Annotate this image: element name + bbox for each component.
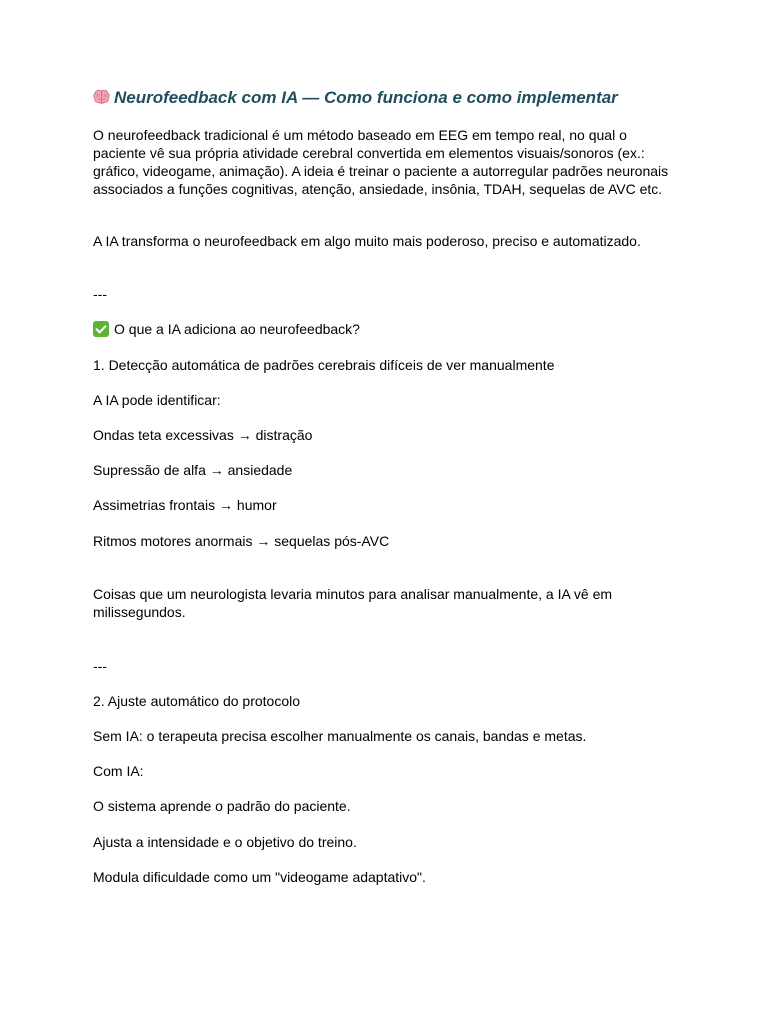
pattern-item: Ondas teta excessivas → distração [93, 427, 313, 443]
separator-1: --- [93, 286, 107, 302]
intro-paragraph: O neurofeedback tradicional é um método baseado em EEG em tempo real, no qual o paciente vê sua própria atividade cerebral convertida em elementos visuais/sonoros (ex.: gráfico, videogame, animação). A ideia é treinar o paciente a autorregular padrões neuronais associados a funções cognitivas, atenção, ansiedade, insônia, TDAH, sequelas de AVC etc. [93, 127, 669, 197]
com-ia-item: Ajusta a intensidade e o objetivo do treino. [93, 834, 357, 850]
separator-2: --- [93, 658, 107, 674]
sem-ia-paragraph: Sem IA: o terapeuta precisa escolher manualmente os canais, bandas e metas. [93, 728, 587, 744]
title-text: Neurofeedback com IA — Como funciona e como implementar [114, 88, 618, 107]
item2-heading: 2. Ajuste automático do protocolo [93, 693, 301, 709]
com-ia-label: Com IA: [93, 763, 144, 779]
section-heading-text: O que a IA adiciona ao neurofeedback? [114, 321, 360, 337]
com-ia-item: O sistema aprende o padrão do paciente. [93, 798, 351, 814]
pattern-item: Assimetrias frontais → humor [93, 497, 277, 513]
com-ia-item: Modula dificuldade como um "videogame adaptativo". [93, 869, 426, 885]
item1-intro: A IA pode identificar: [93, 392, 221, 408]
pattern-item: Supressão de alfa → ansiedade [93, 462, 293, 478]
document-title [93, 87, 693, 109]
ia-transforma-paragraph: A IA transforma o neurofeedback em algo muito mais poderoso, preciso e automatizado. [93, 233, 641, 249]
item1-heading: 1. Detecção automática de padrões cerebrais difíceis de ver manualmente [93, 357, 555, 373]
pattern-item: Ritmos motores anormais → sequelas pós-AVC [93, 533, 390, 549]
item1-conclusion: Coisas que um neurologista levaria minutos para analisar manualmente, a IA vê em milissegundos. [93, 586, 613, 620]
brain-icon [93, 89, 110, 105]
check-icon [93, 321, 109, 337]
section-heading [93, 320, 673, 338]
